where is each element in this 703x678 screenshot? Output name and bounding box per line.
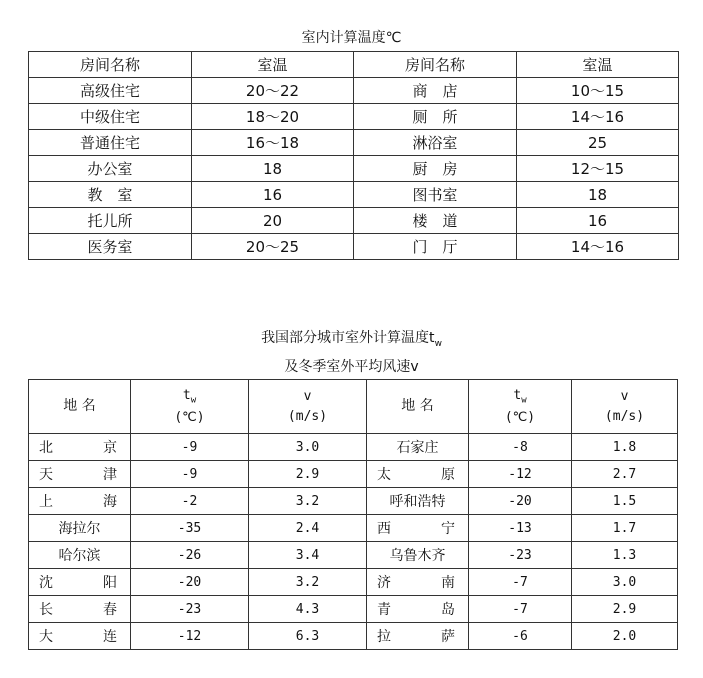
header-v: v	[303, 389, 312, 404]
city-name: 北京	[39, 440, 117, 456]
column-header: 房间名称	[29, 52, 192, 78]
value-cell: 3.4	[249, 542, 367, 569]
column-header: 室温	[192, 52, 354, 78]
table-row	[29, 234, 679, 260]
table-row	[29, 461, 678, 488]
value-cell: -26	[131, 542, 249, 569]
value-cell: -20	[131, 569, 249, 596]
city-cell	[29, 434, 131, 461]
column-header: 房间名称	[354, 52, 517, 78]
table-cell: 14～16	[517, 234, 679, 260]
city-name: 太原	[377, 467, 455, 483]
value-cell: -9	[131, 461, 249, 488]
header-unit: (m/s)	[287, 408, 328, 424]
city-cell	[29, 515, 131, 542]
value-cell: 2.4	[249, 515, 367, 542]
table-header-row	[29, 52, 679, 78]
city-cell	[367, 461, 469, 488]
table-cell: 20	[192, 208, 354, 234]
city-name: 天津	[39, 467, 117, 483]
city-cell	[29, 596, 131, 623]
value-cell: -20	[469, 488, 572, 515]
city-name: 青岛	[377, 602, 455, 618]
header-unit: (m/s)	[604, 408, 645, 424]
table-row	[29, 182, 679, 208]
table-cell: 16	[192, 182, 354, 208]
table-cell: 厨 房	[354, 156, 517, 182]
table-cell: 托儿所	[29, 208, 192, 234]
subscript: w	[521, 395, 527, 406]
value-cell: 3.2	[249, 569, 367, 596]
table-row	[29, 488, 678, 515]
table-row	[29, 78, 679, 104]
table-cell: 楼 道	[354, 208, 517, 234]
table-row	[29, 434, 678, 461]
value-cell: -9	[131, 434, 249, 461]
city-cell	[367, 434, 469, 461]
city-name: 拉萨	[377, 629, 455, 645]
table-row	[29, 623, 678, 650]
city-name: 沈阳	[39, 575, 117, 591]
value-cell: 3.0	[249, 434, 367, 461]
table-cell: 10～15	[517, 78, 679, 104]
value-cell: -7	[469, 596, 572, 623]
city-cell	[367, 596, 469, 623]
table-cell: 12～15	[517, 156, 679, 182]
value-cell: 6.3	[249, 623, 367, 650]
table-row	[29, 569, 678, 596]
table1-title: 室内计算温度℃	[301, 30, 402, 46]
table-cell: 高级住宅	[29, 78, 192, 104]
table-cell: 商 店	[354, 78, 517, 104]
city-name: 西宁	[377, 521, 455, 537]
value-cell: -6	[469, 623, 572, 650]
city-cell	[29, 542, 131, 569]
column-header-temperature	[131, 380, 249, 434]
table-row	[29, 130, 679, 156]
column-header-temperature	[469, 380, 572, 434]
column-header-wind	[249, 380, 367, 434]
city-name: 石家庄	[396, 440, 439, 456]
value-cell: -2	[131, 488, 249, 515]
table-cell: 16	[517, 208, 679, 234]
city-name: 上海	[39, 494, 117, 510]
city-name: 哈尔滨	[58, 548, 101, 564]
table-cell: 医务室	[29, 234, 192, 260]
value-cell: 2.9	[572, 596, 678, 623]
city-cell	[367, 515, 469, 542]
value-cell: 2.7	[572, 461, 678, 488]
table2-title-line1	[0, 327, 703, 349]
table-cell: 教 室	[29, 182, 192, 208]
table-cell: 16～18	[192, 130, 354, 156]
table-row	[29, 515, 678, 542]
table-cell: 14～16	[517, 104, 679, 130]
value-cell: 3.2	[249, 488, 367, 515]
value-cell: -12	[469, 461, 572, 488]
table-row	[29, 156, 679, 182]
table-cell: 18	[517, 182, 679, 208]
value-cell: -35	[131, 515, 249, 542]
value-cell: 1.8	[572, 434, 678, 461]
table-row	[29, 596, 678, 623]
city-name: 大连	[39, 629, 117, 645]
value-cell: 1.5	[572, 488, 678, 515]
table-cell: 18～20	[192, 104, 354, 130]
value-cell: -8	[469, 434, 572, 461]
header-unit: (℃)	[174, 409, 205, 425]
city-cell	[367, 623, 469, 650]
table-cell: 20～22	[192, 78, 354, 104]
table-cell: 门 厅	[354, 234, 517, 260]
table-cell: 普通住宅	[29, 130, 192, 156]
value-cell: -23	[469, 542, 572, 569]
value-cell: 2.0	[572, 623, 678, 650]
city-cell	[367, 569, 469, 596]
subscript: w	[434, 338, 442, 349]
city-cell	[29, 461, 131, 488]
table-row	[29, 542, 678, 569]
table-header-row	[29, 380, 678, 434]
table2-title-line2: 及冬季室外平均风速v	[284, 359, 419, 375]
table-cell: 厕 所	[354, 104, 517, 130]
header-unit: (℃)	[504, 409, 536, 425]
city-cell	[367, 542, 469, 569]
table-cell: 办公室	[29, 156, 192, 182]
header-t: t	[182, 387, 191, 403]
value-cell: 1.3	[572, 542, 678, 569]
table-row	[29, 104, 679, 130]
city-name: 长春	[39, 602, 117, 618]
indoor-temperature-table	[28, 51, 679, 260]
column-header: 室温	[517, 52, 679, 78]
city-cell	[367, 488, 469, 515]
subscript: w	[190, 395, 197, 406]
city-name: 海拉尔	[58, 521, 101, 537]
table2-title-text: 我国部分城市室外计算温度t	[261, 330, 435, 346]
column-header-wind	[572, 380, 678, 434]
column-header-place: 地 名	[367, 380, 469, 434]
value-cell: -23	[131, 596, 249, 623]
header-t: t	[513, 387, 522, 403]
city-cell	[29, 569, 131, 596]
value-cell: 4.3	[249, 596, 367, 623]
value-cell: -12	[131, 623, 249, 650]
city-name: 呼和浩特	[389, 494, 446, 510]
table-cell: 20～25	[192, 234, 354, 260]
value-cell: -13	[469, 515, 572, 542]
city-name: 济南	[377, 575, 455, 591]
city-cell	[29, 623, 131, 650]
value-cell: 3.0	[572, 569, 678, 596]
table-row	[29, 208, 679, 234]
table-cell: 图书室	[354, 182, 517, 208]
table-cell: 25	[517, 130, 679, 156]
value-cell: 1.7	[572, 515, 678, 542]
header-v: v	[620, 389, 629, 404]
value-cell: 2.9	[249, 461, 367, 488]
city-cell	[29, 488, 131, 515]
column-header-place: 地 名	[29, 380, 131, 434]
table-cell: 淋浴室	[354, 130, 517, 156]
value-cell: -7	[469, 569, 572, 596]
table-cell: 18	[192, 156, 354, 182]
outdoor-temperature-table	[28, 379, 678, 650]
table-cell: 中级住宅	[29, 104, 192, 130]
city-name: 乌鲁木齐	[389, 548, 446, 564]
